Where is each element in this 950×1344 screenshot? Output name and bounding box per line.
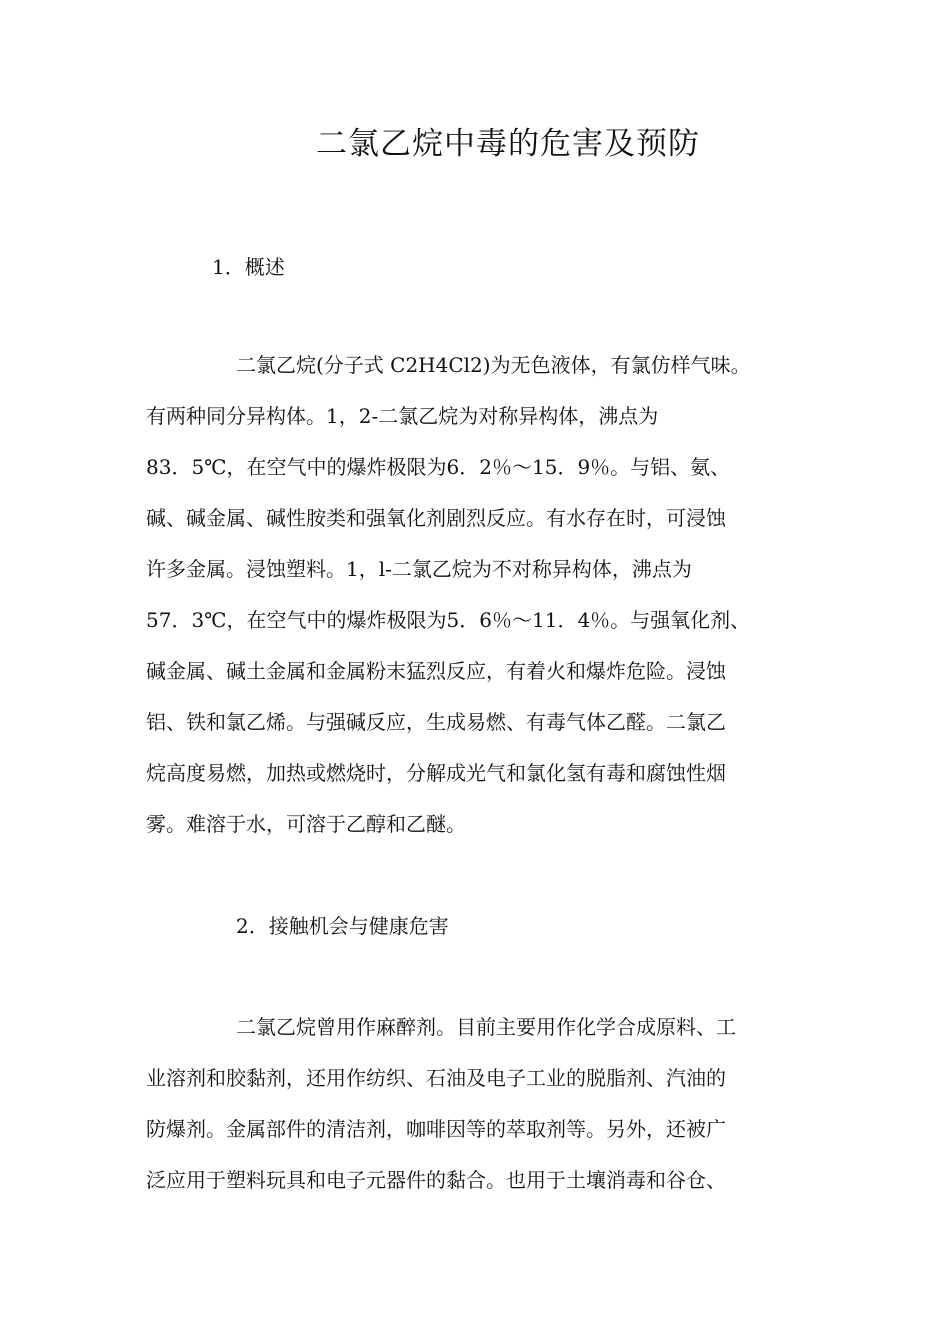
paragraph-line: 泛应用于塑料玩具和电子元器件的黏合。也用于土壤消毒和谷仓、 [146,1168,726,1192]
paragraph-line: 雾。难溶于水，可溶于乙醇和乙醚。 [146,812,466,836]
paragraph-line: 防爆剂。金属部件的清洁剂，咖啡因等的萃取剂等。另外，还被广 [146,1117,726,1141]
paragraph-line: 二氯乙烷(分子式 C2H4Cl2)为无色液体，有氯仿样气味。 [236,353,751,377]
paragraph-line: 烷高度易燃，加热或燃烧时，分解成光气和氯化氢有毒和腐蚀性烟 [146,761,726,785]
paragraph-line: 二氯乙烷曾用作麻醉剂。目前主要用作化学合成原料、工 [236,1015,736,1039]
paragraph-line: 业溶剂和胶黏剂，还用作纺织、石油及电子工业的脱脂剂、汽油的 [146,1066,726,1090]
paragraph-line: 铝、铁和氯乙烯。与强碱反应，生成易燃、有毒气体乙醛。二氯乙 [146,710,726,734]
paragraph-line: 碱金属、碱土金属和金属粉末猛烈反应，有着火和爆炸危险。浸蚀 [146,659,726,683]
paragraph-overview [146,340,806,850]
paragraph-line: 许多金属。浸蚀塑料。1，l-二氯乙烷为不对称异构体，沸点为 [146,557,692,581]
section-heading-overview: 1．概述 [212,255,285,279]
paragraph-line: 有两种同分异构体。1，2-二氯乙烷为对称异构体，沸点为 [146,404,659,428]
paragraph-exposure [146,1002,806,1206]
section-heading-exposure: 2．接触机会与健康危害 [236,914,449,938]
document-title: 二氯乙烷中毒的危害及预防 [316,126,700,162]
paragraph-line: 83．5℃，在空气中的爆炸极限为6．2％～15．9％。与铝、氨、 [146,455,731,479]
paragraph-line: 57．3℃，在空气中的爆炸极限为5．6％～11．4％。与强氧化剂、 [146,608,751,632]
paragraph-line: 碱、碱金属、碱性胺类和强氧化剂剧烈反应。有水存在时，可浸蚀 [146,506,726,530]
